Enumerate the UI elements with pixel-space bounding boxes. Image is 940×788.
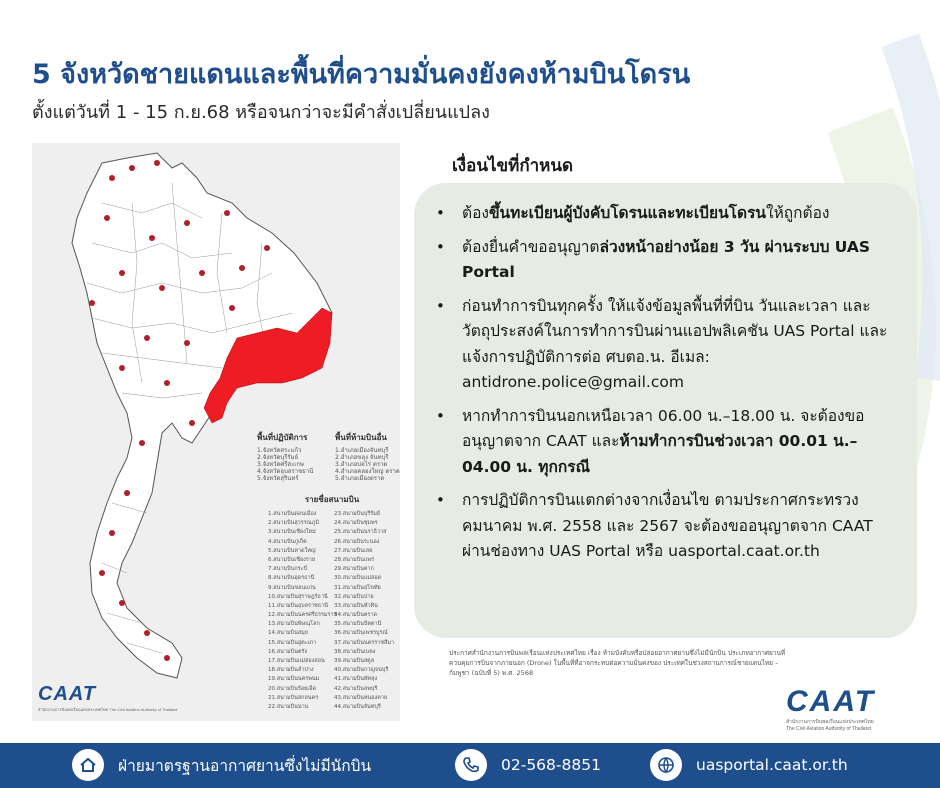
footer-phone[interactable]: 02-568-8851	[455, 749, 601, 781]
airport-item: 16.สนามบินตรัง	[268, 648, 308, 655]
conditions-list	[436, 201, 901, 565]
airport-item: 29.สนามบินตาก	[334, 566, 374, 573]
condition-text-bold: ขึ้นทะเบียนผู้บังคับโดรนและทะเบียนโดรน	[488, 204, 766, 222]
airport-item: 42.สนามบินลพบุรี	[334, 685, 378, 692]
phone-icon	[455, 749, 487, 781]
footnote: ประกาศสำนักงานการบินพลเรือนแห่งประเทศไทย เรื่อง ห้ามบังคับหรือปล่อยอากาศยานซึ่งไม่มีนักบิน ประเภทอากาศยานที่ควบคุมการบินจากภายนอก (Drone) ในพื้นที่ที่อาจกระทบต่อความมั่นคงของ ประเทศในช่วงสถานการณ์ชายแดนไทย – กัมพูชา (ฉบับที่ 5) พ.ศ. 2568	[449, 649, 786, 677]
airport-item: 15.สนามบินอู่ตะเภา	[268, 639, 317, 646]
airport-list-right	[334, 510, 396, 712]
airport-item: 9.สนามบินขอนแก่น	[268, 584, 316, 591]
bullet-icon: •	[436, 237, 445, 256]
page-subtitle: ตั้งแต่วันที่ 1 - 15 ก.ย.68 หรือจนกว่าจะมีคำสั่งเปลี่ยนแปลง	[32, 102, 490, 123]
condition-text-bold: ห้ามทำการบินช่วงเวลา 00.01 น.– 04.00 น. ทุกกรณี	[462, 432, 858, 476]
condition-text	[462, 404, 901, 481]
condition-text	[462, 488, 901, 565]
airport-item: 36.สนามบินเพชรบูรณ์	[334, 630, 388, 637]
airport-item: 25.สนามบินนราธิวาส	[334, 529, 387, 536]
airport-item: 24.สนามบินชุมพร	[334, 520, 378, 527]
airport-item: 7.สนามบินกระบี่	[268, 566, 308, 573]
airport-item: 38.สนามบินเบตง	[334, 648, 376, 655]
airport-item: 26.สนามบินระนอง	[334, 538, 380, 545]
condition-text-regular: ก่อนทำการบินทุกครั้ง ให้แจ้งข้อมูลพื้นที่ที่บิน วันและเวลา และวัตถุประสงค์ในการทำการบินผ่านแอปพลิเคชัน UAS Portal และแจ้งการปฏิบัติการต่อ ศบตอ.น. อีเมล: antidrone.police@gmail.com	[462, 296, 888, 391]
airport-item: 28.สนามบินแพร่	[334, 556, 374, 563]
condition-text	[462, 294, 901, 396]
condition-item	[436, 488, 901, 565]
footer-department: ฝ่ายมาตรฐานอากาศยานซึ่งไม่มีนักบิน	[72, 749, 371, 781]
airport-item: 32.สนามบินปาย	[334, 593, 374, 600]
airport-item: 23.สนามบินบุรีรัมย์	[334, 511, 381, 517]
airport-item: 20.สนามบินร้อยเอ็ด	[268, 685, 317, 692]
airport-item: 44.สนามบินจันทบุรี	[334, 703, 381, 710]
legend-other: พื้นที่ห้ามบินอื่น 1.อำเภอเมืองจันทบุรี 2.อำเภอขลุง จันทบุรี 3.อำเภอบ่อไร่ ตราด 4.อำเภอคลองใหญ่ ตราด 5.อำเภอเมืองตราด	[335, 433, 400, 482]
airport-item: 21.สนามบินสกลนคร	[268, 694, 319, 701]
airport-item: 39.สนามบินสตูล	[334, 658, 375, 664]
globe-icon	[650, 749, 682, 781]
page-title: 5 จังหวัดชายแดนและพื้นที่ความมั่นคงยังคงห้ามบินโดรน	[32, 59, 691, 90]
footer-bar	[0, 743, 940, 788]
condition-item	[436, 404, 901, 481]
condition-item	[436, 235, 901, 286]
airport-item: 34.สนามบินตราด	[334, 612, 378, 619]
condition-text-regular: การปฏิบัติการบินแตกต่างจากเงื่อนไข ตามประกาศกระทรวงคมนาคม พ.ศ. 2558 และ 2567 จะต้องขออนุญาตจาก CAAT ผ่านช่องทาง UAS Portal หรือ uasportal.caat.or.th	[462, 491, 873, 560]
airport-item: 4.สนามบินภูเก็ต	[268, 538, 307, 545]
airport-item: 12.สนามบินนครศรีธรรมราช	[268, 612, 338, 619]
airport-item: 8.สนามบินอุดรธานี	[268, 575, 315, 582]
airport-item: 13.สนามบินพิษณุโลก	[268, 621, 320, 628]
airport-item: 40.สนามบินกาญจนบุรี	[334, 667, 389, 674]
airport-item: 33.สนามบินหัวหิน	[334, 602, 378, 609]
airport-item: 6.สนามบินเชียงราย	[268, 556, 316, 563]
condition-text	[462, 201, 901, 227]
airport-item: 30.สนามบินแม่สอด	[334, 575, 382, 582]
condition-text-regular: ต้อง	[462, 204, 489, 222]
airport-item: 18.สนามบินลำปาง	[268, 667, 314, 674]
condition-text-regular: หากทำการบินนอกเหนือเวลา 06.00 น.–18.00 น. จะต้องขออนุญาตจาก CAAT และ	[462, 406, 865, 450]
airport-item: 19.สนามบินนครพนม	[268, 676, 320, 683]
airport-item: 3.สนามบินเชียงใหม่	[268, 529, 316, 536]
condition-item	[436, 294, 901, 396]
condition-text	[462, 235, 901, 286]
airport-item: 27.สนามบินเลย	[334, 547, 373, 554]
airport-item: 31.สนามบินสุโขทัย	[334, 584, 381, 591]
airport-item: 35.สนามบินปัตตานี	[334, 621, 382, 628]
airport-list: รายชื่อสนามบิน 1.สนามบินดอนเมือง 2.สนามบินสุวรรณภูมิ 3.สนามบินเชียงใหม่ 4.สนามบินภูเก็ต 5.สนามบินหาดใหญ่ 6.สนามบินเชียงราย 7.สนามบินกระบี่ 8.สนามบินอุดรธานี 9.สนามบินขอนแก่น 10.สนามบินสุราษฎร์ธานี 11.สนามบินอุบลราชธานี 12.สนามบินนครศรีธรรมราช 13.สนามบินพิษณุโลก 14.สนามบินสมุย 15.สนามบินอู่ตะเภา 16.สนามบินตรัง 17.สนามบินแม่ฮ่องสอน 18.สนามบินลำปาง 19.สนามบินนครพนม 20.สนามบินร้อยเอ็ด 21.สนามบินสกลนคร 22.สนามบินน่าน 23.สนามบินบุรีรัมย์ 24.สนามบินชุมพร 25.สนามบินนราธิวาส 26.สนามบินระนอง 27.สนามบินเลย 28.สนามบินแพร่ 29.สนามบินตาก 30.สนามบินแม่สอด 31.สนามบินสุโขทัย 32.สนามบินปาย 33.สนามบินหัวหิน 34.สนามบินตราด 35.สนามบินปัตตานี 36.สนามบินเพชรบูรณ์ 37.สนามบินนครราชสีมา 38.สนามบินเบตง 39.สนามบินสตูล 40.สนามบินกาญจนบุรี 41.สนามบินพัทลุง 42.สนามบินลพบุรี 43.สนามบินหนองคาย 44.สนามบินจันทบุรี	[268, 493, 396, 712]
condition-item	[436, 201, 901, 227]
condition-text-regular: ต้องยื่นคำขออนุญาต	[462, 237, 600, 256]
airport-item: 14.สนามบินสมุย	[268, 630, 309, 637]
bullet-icon: •	[436, 296, 445, 315]
bullet-icon: •	[436, 491, 445, 509]
airport-item: 17.สนามบินแม่ฮ่องสอน	[268, 658, 325, 664]
bullet-icon: •	[436, 204, 445, 222]
home-icon	[72, 749, 104, 781]
map-panel	[32, 143, 400, 721]
conditions-card	[414, 183, 917, 638]
airport-item: 43.สนามบินหนองคาย	[334, 694, 388, 701]
airport-item: 22.สนามบินน่าน	[268, 703, 309, 710]
bullet-icon: •	[436, 406, 445, 425]
caat-logo: CAAT สำนักงานการบินพลเรือนแห่งประเทศไทย The Civil Aviation Authority of Thailand	[786, 685, 876, 732]
condition-text-bold: ล่วงหน้าอย่างน้อย 3 วัน ผ่านระบบ UAS Portal	[462, 237, 871, 281]
footer-website[interactable]: uasportal.caat.or.th	[650, 749, 848, 781]
airport-item: 37.สนามบินนครราชสีมา	[334, 639, 395, 646]
airport-item: 1.สนามบินดอนเมือง	[268, 511, 317, 517]
airport-item: 2.สนามบินสุวรรณภูมิ	[268, 520, 320, 527]
airport-item: 10.สนามบินสุราษฎร์ธานี	[268, 593, 328, 600]
airport-item: 5.สนามบินหาดใหญ่	[268, 547, 316, 554]
legend-operation: พื้นที่ปฏิบัติการ 1.จังหวัดสระแก้ว 2.จังหวัดบุรีรัมย์ 3.จังหวัดศรีสะเกษ 4.จังหวัดอุบลราชธานี 5.จังหวัดสุรินทร์	[257, 433, 314, 482]
airport-item: 11.สนามบินอุบลราชธานี	[268, 602, 328, 609]
conditions-heading: เงื่อนไขที่กำหนด	[452, 156, 574, 176]
airport-item: 41.สนามบินพัทลุง	[334, 676, 378, 683]
map-logo: CAAT สำนักงานการบินพลเรือนแห่งประเทศไทย The Civil Aviation Authority of Thailand	[38, 683, 178, 712]
condition-text-regular: ให้ถูกต้อง	[766, 204, 830, 222]
